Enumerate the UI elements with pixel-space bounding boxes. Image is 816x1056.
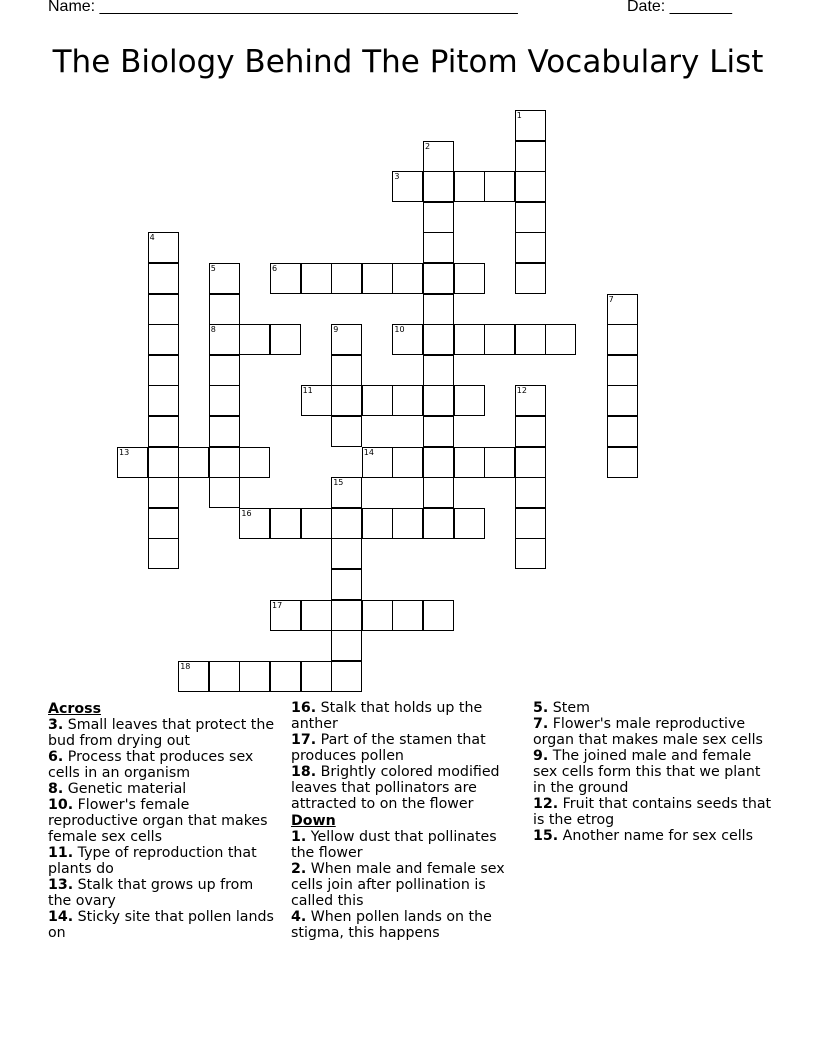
crossword-cell[interactable] xyxy=(515,508,546,539)
crossword-cell[interactable] xyxy=(607,447,638,478)
clue-number-label: 14 xyxy=(363,447,374,457)
crossword-cell[interactable] xyxy=(392,171,423,202)
clue-number-label: 7 xyxy=(608,294,614,304)
crossword-cell[interactable] xyxy=(515,232,546,263)
clue-number-label: 4 xyxy=(149,233,155,243)
across-clue: 11. Type of reproduction that plants do xyxy=(48,845,257,877)
clue-number-label: 15 xyxy=(333,478,344,488)
crossword-cell[interactable] xyxy=(178,661,209,692)
clue-number-label: 3 xyxy=(394,172,400,182)
crossword-cell[interactable] xyxy=(331,477,362,508)
crossword-cell[interactable] xyxy=(209,477,240,508)
crossword-cell[interactable] xyxy=(301,508,332,539)
clue-number-label: 5 xyxy=(210,264,216,273)
crossword-cell[interactable] xyxy=(515,416,546,447)
name-field-label[interactable]: Name: _______________________________________________ xyxy=(48,0,518,15)
down-clue: 7. Flower's male reproductive organ that makes male sex cells xyxy=(533,716,763,748)
across-clue: 3. Small leaves that protect the bud from drying out xyxy=(48,717,275,749)
crossword-cell[interactable] xyxy=(209,263,240,294)
crossword-cell[interactable] xyxy=(301,263,332,294)
crossword-cell[interactable] xyxy=(515,324,546,355)
page-title: The Biology Behind The Pitom Vocabulary List xyxy=(52,44,764,80)
date-field-label[interactable]: Date: _______ xyxy=(627,0,732,15)
across-clue: 18. Brightly colored modified leaves that pollinators are attracted to on the flower xyxy=(291,764,500,812)
crossword-cell[interactable] xyxy=(239,447,270,478)
crossword-cell[interactable] xyxy=(454,171,485,202)
crossword-cell[interactable] xyxy=(270,600,301,631)
crossword-cell[interactable] xyxy=(484,324,515,355)
crossword-cell[interactable] xyxy=(454,447,485,478)
crossword-cell[interactable] xyxy=(515,538,546,569)
crossword-cell[interactable] xyxy=(392,385,423,416)
crossword-cell[interactable] xyxy=(423,324,454,355)
crossword-cell[interactable] xyxy=(331,661,362,692)
crossword-cell[interactable] xyxy=(148,538,179,569)
down-clue: 1. Yellow dust that pollinates the flower xyxy=(291,829,497,861)
crossword-cell[interactable] xyxy=(148,447,179,478)
crossword-cell[interactable] xyxy=(392,263,423,294)
crossword-cell[interactable] xyxy=(515,110,546,141)
crossword-cell[interactable] xyxy=(331,324,362,355)
crossword-cell[interactable] xyxy=(392,447,423,478)
crossword-cell[interactable] xyxy=(362,263,393,294)
crossword-cell[interactable] xyxy=(423,263,454,294)
crossword-cell[interactable] xyxy=(515,447,546,478)
crossword-cell[interactable] xyxy=(331,630,362,661)
crossword-cell[interactable] xyxy=(331,355,362,386)
crossword-cell[interactable] xyxy=(148,263,179,294)
crossword-cell[interactable] xyxy=(454,263,485,294)
crossword-cell[interactable] xyxy=(515,141,546,172)
crossword-cell[interactable] xyxy=(423,508,454,539)
crossword-cell[interactable] xyxy=(607,355,638,386)
crossword-cell[interactable] xyxy=(239,661,270,692)
crossword-cell[interactable] xyxy=(148,385,179,416)
crossword-cell[interactable] xyxy=(209,324,240,355)
crossword-cell[interactable] xyxy=(301,600,332,631)
crossword-cell[interactable] xyxy=(423,355,454,386)
crossword-cell[interactable] xyxy=(117,447,148,478)
crossword-cell[interactable] xyxy=(423,600,454,631)
crossword-cell[interactable] xyxy=(362,447,393,478)
down-clue: 5. Stem xyxy=(533,700,590,716)
crossword-cell[interactable] xyxy=(209,661,240,692)
crossword-cell[interactable] xyxy=(454,324,485,355)
down-clue: 15. Another name for sex cells xyxy=(533,828,753,844)
crossword-cell[interactable] xyxy=(270,661,301,692)
crossword-cell[interactable] xyxy=(239,508,270,539)
crossword-cell[interactable] xyxy=(239,324,270,355)
crossword-cell[interactable] xyxy=(301,385,332,416)
down-clue: 2. When male and female sex cells join after pollination is called this xyxy=(291,861,505,909)
crossword-cell[interactable] xyxy=(148,508,179,539)
down-clue: 4. When pollen lands on the stigma, this happens xyxy=(291,909,492,941)
across-clue: 13. Stalk that grows up from the ovary xyxy=(48,877,254,909)
crossword-cell[interactable] xyxy=(392,600,423,631)
crossword-cell[interactable] xyxy=(484,447,515,478)
crossword-cell[interactable] xyxy=(148,355,179,386)
crossword-cell[interactable] xyxy=(331,538,362,569)
crossword-cell[interactable] xyxy=(209,385,240,416)
across-clue: 10. Flower's female reproductive organ that makes female sex cells xyxy=(48,797,268,845)
crossword-cell[interactable] xyxy=(484,171,515,202)
crossword-cell[interactable] xyxy=(362,600,393,631)
clue-number-label: 6 xyxy=(272,264,278,273)
crossword-cell[interactable] xyxy=(209,294,240,325)
crossword-cell[interactable] xyxy=(331,600,362,631)
clue-number-label: 16 xyxy=(241,508,252,518)
across-clue: 6. Process that produces sex cells in an organism xyxy=(48,749,254,781)
crossword-cell[interactable] xyxy=(148,232,179,263)
crossword-cell[interactable] xyxy=(301,661,332,692)
clue-number-label: 9 xyxy=(333,325,339,335)
down-clue: 9. The joined male and female sex cells form this that we plant in the ground xyxy=(533,748,761,796)
crossword-cell[interactable] xyxy=(607,385,638,416)
crossword-cell[interactable] xyxy=(148,294,179,325)
clue-number-label: 12 xyxy=(516,386,527,396)
clue-column-3 xyxy=(533,700,773,844)
crossword-cell[interactable] xyxy=(148,416,179,447)
crossword-cell[interactable] xyxy=(423,416,454,447)
crossword-cell[interactable] xyxy=(454,385,485,416)
crossword-cell[interactable] xyxy=(209,355,240,386)
crossword-cell[interactable] xyxy=(209,416,240,447)
clue-number-label: 13 xyxy=(119,447,130,457)
across-clue: 14. Sticky site that pollen lands on xyxy=(48,909,274,941)
across-heading: Across xyxy=(48,701,102,717)
crossword-cell[interactable] xyxy=(270,508,301,539)
clue-column-1 xyxy=(48,700,280,941)
crossword-cell[interactable] xyxy=(423,294,454,325)
crossword-cell[interactable] xyxy=(423,385,454,416)
clue-column-2 xyxy=(291,700,516,941)
crossword-cell[interactable] xyxy=(607,294,638,325)
clue-number-label: 10 xyxy=(394,325,405,335)
crossword-cell[interactable] xyxy=(392,508,423,539)
crossword-cell[interactable] xyxy=(270,324,301,355)
clue-number-label: 1 xyxy=(516,111,522,120)
crossword-cell[interactable] xyxy=(331,385,362,416)
crossword-cell[interactable] xyxy=(392,324,423,355)
crossword-cell[interactable] xyxy=(148,477,179,508)
down-clue: 12. Fruit that contains seeds that is the etrog xyxy=(533,796,772,828)
clue-number-label: 17 xyxy=(272,600,283,610)
crossword-cell[interactable] xyxy=(362,385,393,416)
down-heading: Down xyxy=(291,813,336,829)
clue-number-label: 8 xyxy=(210,325,216,335)
crossword-cell[interactable] xyxy=(454,508,485,539)
crossword-cell[interactable] xyxy=(515,171,546,202)
crossword-cell[interactable] xyxy=(362,508,393,539)
crossword-cell[interactable] xyxy=(515,263,546,294)
crossword-cell[interactable] xyxy=(607,416,638,447)
crossword-cell[interactable] xyxy=(270,263,301,294)
crossword-cell[interactable] xyxy=(607,324,638,355)
across-clue: 16. Stalk that holds up the anther xyxy=(291,700,483,732)
crossword-cell[interactable] xyxy=(545,324,576,355)
crossword-cell[interactable] xyxy=(331,508,362,539)
clue-number-label: 11 xyxy=(302,386,313,396)
crossword-cell[interactable] xyxy=(423,232,454,263)
crossword-cell[interactable] xyxy=(423,171,454,202)
crossword-cell[interactable] xyxy=(423,141,454,172)
crossword-cell[interactable] xyxy=(178,447,209,478)
crossword-cell[interactable] xyxy=(423,447,454,478)
crossword-cell[interactable] xyxy=(331,569,362,600)
crossword-cell[interactable] xyxy=(515,477,546,508)
crossword-cell[interactable] xyxy=(331,416,362,447)
across-clue: 17. Part of the stamen that produces pollen xyxy=(291,732,486,764)
crossword-cell[interactable] xyxy=(515,385,546,416)
clue-number-label: 2 xyxy=(425,141,431,151)
crossword-cell[interactable] xyxy=(209,447,240,478)
across-clue: 8. Genetic material xyxy=(48,781,187,797)
crossword-cell[interactable] xyxy=(423,477,454,508)
crossword-cell[interactable] xyxy=(331,263,362,294)
crossword-cell[interactable] xyxy=(148,324,179,355)
crossword-cell[interactable] xyxy=(515,202,546,233)
crossword-cell[interactable] xyxy=(423,202,454,233)
clue-number-label: 18 xyxy=(180,661,191,671)
